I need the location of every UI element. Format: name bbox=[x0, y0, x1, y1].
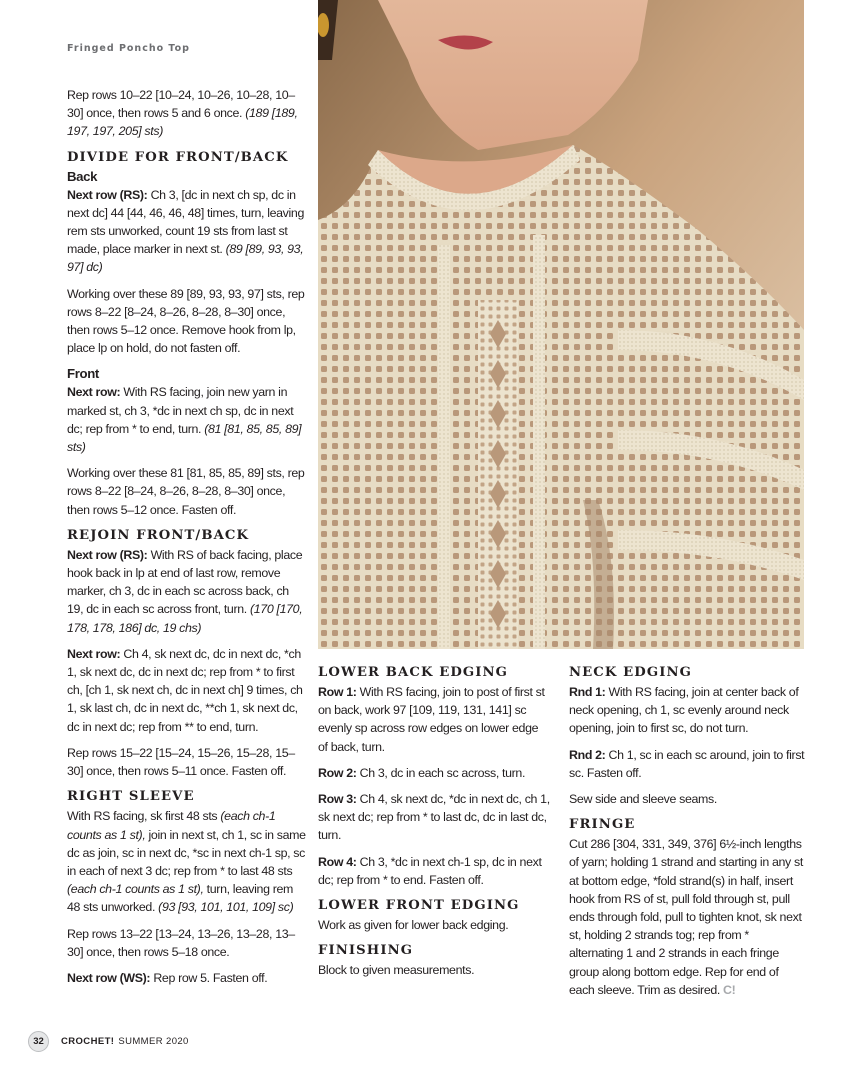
fringe-heading: FRINGE bbox=[569, 817, 636, 833]
lower-back-row-3: Row 3: Ch 4, sk next dc, *dc in next dc, ch 1, sk next dc; rep from * to last dc, dc in last dc, turn. bbox=[318, 792, 550, 843]
lower-back-row-4: Row 4: Ch 3, *dc in next ch-1 sp, dc in next dc; rep from * to end. Fasten off. bbox=[318, 854, 542, 887]
divide-heading: DIVIDE FOR FRONT/BACK bbox=[67, 149, 289, 165]
page-number: 32 bbox=[28, 1031, 49, 1052]
sew-seams: Sew side and sleeve seams. bbox=[569, 792, 717, 807]
running-title: Fringed Poncho Top bbox=[67, 43, 190, 54]
neck-rnd-1: Rnd 1: With RS facing, join at center back of neck opening, ch 1, sc evenly around neck opening, join to first sc, do not turn. bbox=[569, 685, 799, 736]
rejoin-next-row: Next row (RS): With RS of back facing, place hook back in lp at end of last row, remove marker, ch 3, dc in each sc across back, ch 19, dc in each sc across front, turn. (170 [170, 178, 178, 186] dc, 19 chs) bbox=[67, 547, 303, 635]
sleeve-next-row: Next row (WS): Rep row 5. Fasten off. bbox=[67, 970, 268, 985]
lower-back-heading: LOWER BACK EDGING bbox=[318, 665, 509, 680]
rejoin-heading: REJOIN FRONT/BACK bbox=[67, 527, 250, 543]
column-middle bbox=[318, 664, 550, 987]
column-right bbox=[569, 664, 805, 1007]
lower-back-row-1: Row 1: With RS facing, join to post of first st on back, work 97 [109, 119, 131, 141] sc evenly sp across row edges on lower edge of back, turn. bbox=[318, 685, 545, 754]
front-subheading: Front bbox=[67, 366, 99, 382]
panel-stripe bbox=[438, 245, 450, 649]
back-subheading: Back bbox=[67, 168, 98, 184]
model-photo bbox=[318, 0, 804, 649]
crochet-top-photo-illustration bbox=[318, 0, 804, 649]
lower-front-text: Work as given for lower back edging. bbox=[318, 918, 509, 933]
page-footer bbox=[28, 1031, 189, 1051]
panel-stripe bbox=[533, 235, 545, 649]
end-mark: C! bbox=[723, 982, 736, 997]
fringe-text: Cut 286 [304, 331, 349, 376] 6½-inch lengths of yarn; holding 1 strand and starting in any st at bottom edge, *fold strand(s) in half, insert hook from RS of st, pull fold through st, pull ends through fold, pull to tighten knot, sk next st, holding 2 strands tog; rep from * alternating 1 and 2 strands in each fringe group along bottom edge. Rep for end of each sleeve. Trim as desired. C! bbox=[569, 837, 803, 997]
back-working: Working over these 89 [89, 93, 93, 97] sts, rep rows 8–22 [8–24, 8–26, 8–28, 8–30] once, then rows 5–12 once. Remove hook from lp, place lp on hold, do not fasten off. bbox=[67, 286, 305, 356]
sleeve-rep: Rep rows 13–22 [13–24, 13–26, 13–28, 13–30] once, then rows 5–18 once. bbox=[67, 926, 295, 959]
finishing-text: Block to given measurements. bbox=[318, 963, 475, 978]
column-left bbox=[67, 86, 307, 995]
intro-count: (189 [189, 197, 197, 205] sts) bbox=[67, 106, 298, 139]
sleeve-instructions: With RS facing, sk first 48 sts (each ch-1 counts as 1 st), join in next st, ch 1, sc in same dc as join, sc in next dc, *sc in next ch-1 sp, sc in each of next 3 dc; rep from * to last 48 sts (each ch-1 counts as 1 st), turn, leaving rem 48 sts unworked. (93 [93, 101, 101, 109] sc) bbox=[67, 809, 306, 915]
rejoin-rep: Rep rows 15–22 [15–24, 15–26, 15–28, 15–30] once, then rows 5–11 once. Fasten off. bbox=[67, 745, 295, 779]
intro-paragraph: Rep rows 10–22 [10–24, 10–26, 10–28, 10–30] once, then rows 5 and 6 once. (189 [189, 197, 197, 205] sts) bbox=[67, 88, 298, 139]
lower-back-row-2: Row 2: Ch 3, dc in each sc across, turn. bbox=[318, 765, 526, 780]
issue-label: SUMMER 2020 bbox=[118, 1035, 189, 1047]
front-next-row: Next row: With RS facing, join new yarn in marked st, ch 3, *dc in next ch sp, dc in next dc; rep from * to end, turn. (81 [81, 85, 85, 89] sts) bbox=[67, 385, 302, 455]
finishing-heading: FINISHING bbox=[318, 943, 414, 959]
front-working: Working over these 81 [81, 85, 85, 89] sts, rep rows 8–22 [8–24, 8–26, 8–28, 8–30] once, then rows 5–12 once. Fasten off. bbox=[67, 466, 305, 517]
rejoin-next-row-2: Next row: Ch 4, sk next dc, dc in next dc, *ch 1, sk next dc, dc in next dc; rep from * to first ch, [ch 1, sk next ch, dc in next ch] 9 times, ch 1, sk last ch, dc in next dc, **ch 1, sk next dc, dc in next dc; rep from ** to end, turn. bbox=[67, 646, 303, 734]
neck-rnd-2: Rnd 2: Ch 1, sc in each sc around, join to first sc. Fasten off. bbox=[569, 747, 805, 780]
sleeve-heading: RIGHT SLEEVE bbox=[67, 789, 195, 805]
lower-front-heading: LOWER FRONT EDGING bbox=[318, 898, 520, 914]
lace-column bbox=[478, 300, 518, 649]
neck-heading: NECK EDGING bbox=[569, 665, 692, 680]
back-next-row: Next row (RS): Ch 3, [dc in next ch sp, dc in next dc] 44 [44, 46, 46, 48] times, turn, leaving rem sts unworked, count 19 sts from last st made, place marker in next st. (89 [89, 93, 93, 97] dc) bbox=[67, 187, 305, 275]
magazine-name: CROCHET! bbox=[61, 1035, 115, 1047]
